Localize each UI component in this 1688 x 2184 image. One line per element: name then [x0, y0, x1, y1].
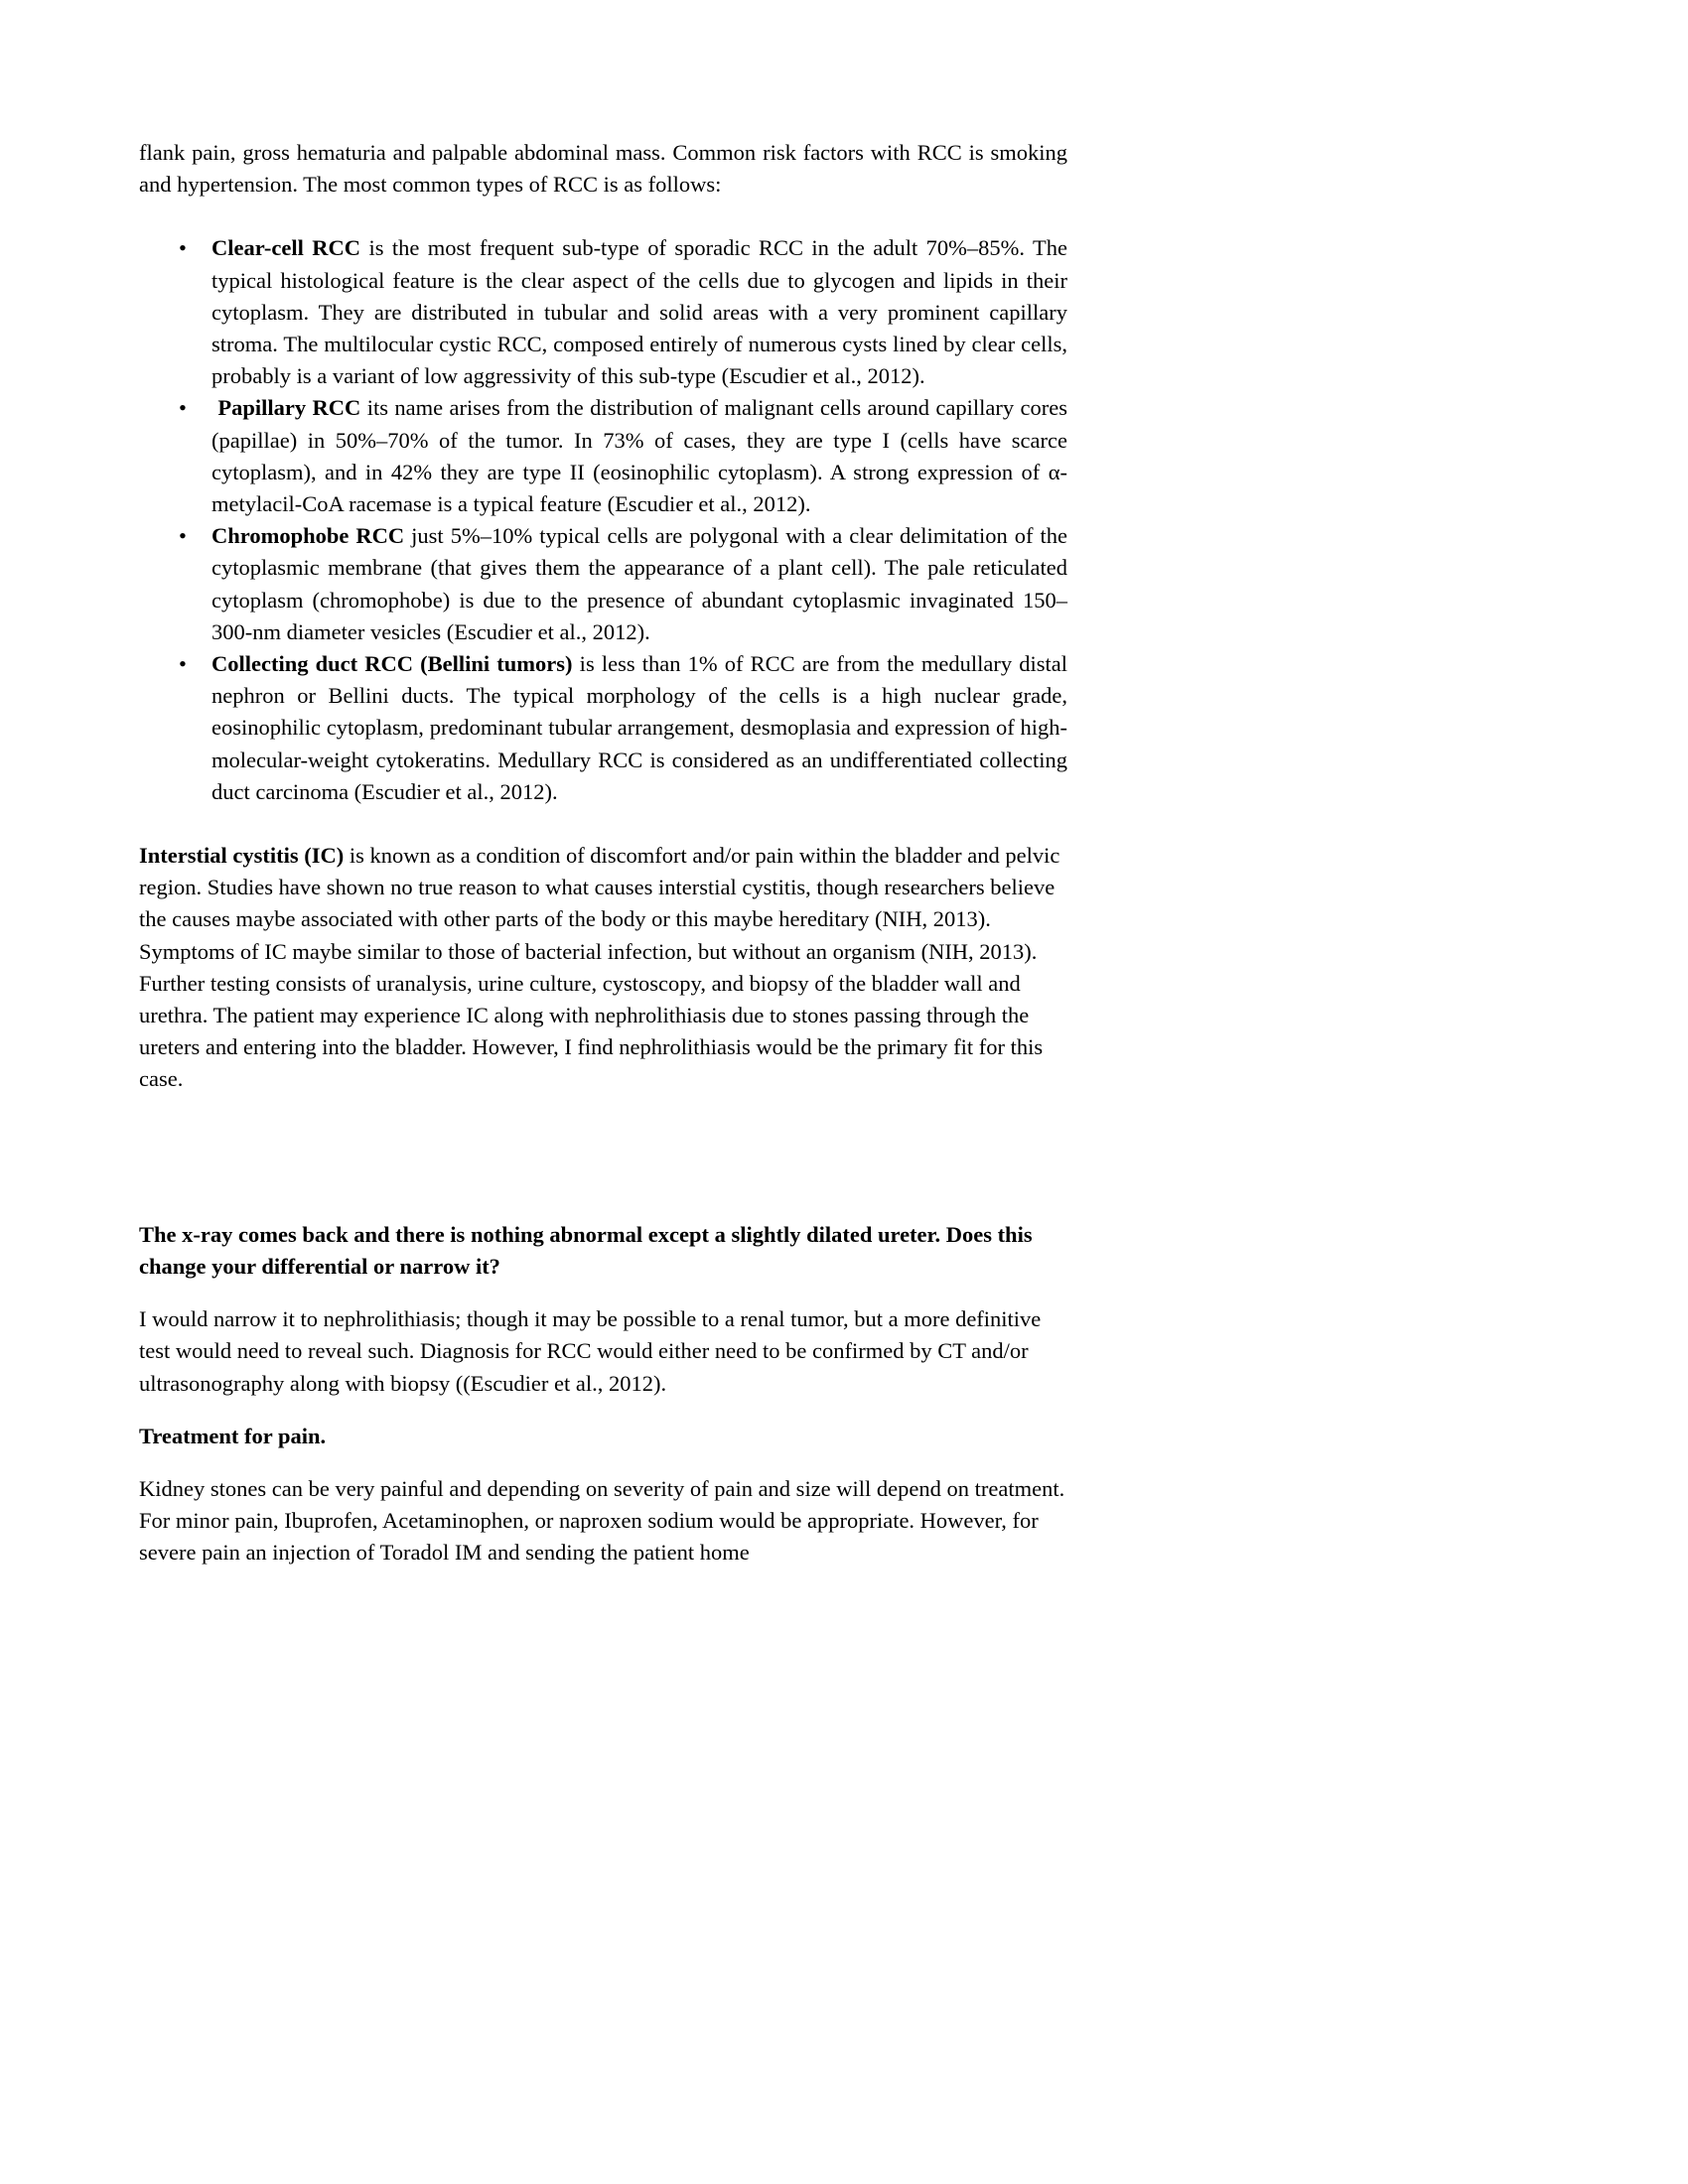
- spacer-before-question: [139, 1096, 1067, 1187]
- list-item-lead: Chromophobe RCC: [211, 523, 405, 549]
- list-item-lead: Papillary RCC: [211, 395, 361, 421]
- page-content: [139, 137, 1073, 1570]
- interstitial-cystitis-body: is known as a condition of discomfort and/or pain within the bladder and pelvic region. Studies have shown no true reason to what causes interstial cystitis, though researchers believe the causes maybe associated with other parts of the body or this maybe hereditary (NIH, 2013). Symptoms of IC maybe similar to those of bacterial infection, but without an organism (NIH, 2013). Further testing consists of uranalysis, urine culture, cystoscopy, and biopsy of the bladder wall and urethra. The patient may experience IC along with nephrolithiasis due to stones passing through the ureters and entering into the bladder. However, I find nephrolithiasis would be the primary fit for this case.: [139, 843, 1065, 1092]
- interstitial-cystitis-lead: Interstial cystitis (IC): [139, 843, 345, 869]
- xray-question-heading: The x-ray comes back and there is nothing abnormal except a slightly dilated ureter. Does this change your differential or narrow it?: [139, 1221, 1033, 1279]
- spacer-after-intro: [139, 201, 1067, 232]
- list-item-body: is the most frequent sub-type of sporadic RCC in the adult 70%–85%. The typical histological feature is the clear aspect of the cells due to glycogen and lipids in their cytoplasm. They are distributed in tubular and solid areas with a very prominent capillary stroma. The multilocular cystic RCC, composed entirely of numerous cysts lined by clear cells, probably is a variant of low aggressivity of this sub-type (Escudier et al., 2012).: [211, 235, 1073, 389]
- rcc-types-list: [139, 232, 1073, 808]
- list-item-lead: Clear-cell RCC: [211, 235, 361, 261]
- list-item-body: just 5%–10% typical cells are polygonal with a clear delimitation of the cytoplasmic membrane (that gives them the appearance of a plant cell). The pale reticulated cytoplasm (chromophobe) is due to the presence of abundant cytoplasmic invaginated 150–300-nm diameter vesicles (Escudier et al., 2012).: [211, 523, 1073, 644]
- spacer-after-answer: [139, 1400, 1067, 1421]
- list-item-lead: Collecting duct RCC (Bellini tumors): [211, 651, 573, 677]
- bullet-icon: •: [179, 651, 187, 677]
- treatment-paragraph: Kidney stones can be very painful and depending on severity of pain and size will depend on treatment. For minor pain, Ibuprofen, Acetaminophen, or naproxen sodium would be appropriate. However, for severe pain an injection of Toradol IM and sending the patient home: [139, 1475, 1065, 1566]
- list-item: [139, 232, 1073, 392]
- list-item-body: its name arises from the distribution of malignant cells around capillary cores (papillae) in 50%–70% of the tumor. In 73% of cases, they are type I (cells have scarce cytoplasm), and in 42% they are type II (eosinophilic cytoplasm). A strong expression of α-metylacil-CoA racemase is a typical feature (Escudier et al., 2012).: [211, 395, 1073, 517]
- bullet-icon: •: [179, 235, 187, 261]
- treatment-heading: Treatment for pain.: [139, 1423, 327, 1448]
- bullet-icon: •: [179, 395, 187, 421]
- list-item: [139, 392, 1073, 520]
- list-item-body: is less than 1% of RCC are from the medullary distal nephron or Bellini ducts. The typical morphology of the cells is a high nuclear grade, eosinophilic cytoplasm, predominant tubular arrangement, desmoplasia and expression of high-molecular-weight cytokeratins. Medullary RCC is considered as an undifferentiated collecting duct carcinoma (Escudier et al., 2012).: [211, 651, 1073, 804]
- list-item: [139, 520, 1073, 648]
- bullet-icon: •: [179, 523, 187, 549]
- interstitial-cystitis-paragraph: [139, 840, 1067, 1096]
- spacer-after-list: [139, 808, 1067, 840]
- spacer-before-question-2: [139, 1187, 1067, 1219]
- list-item: [139, 648, 1073, 808]
- spacer-after-question: [139, 1283, 1067, 1303]
- xray-answer-paragraph: I would narrow it to nephrolithiasis; though it may be possible to a renal tumor, but a more definitive test would need to reveal such. Diagnosis for RCC would either need to be confirmed by CT and/or ultrasonography along with biopsy ((Escudier et al., 2012).: [139, 1306, 1042, 1396]
- spacer-after-treatment-heading: [139, 1452, 1067, 1473]
- intro-paragraph: flank pain, gross hematuria and palpable abdominal mass. Common risk factors with RCC is smoking and hypertension. The most common types of RCC is as follows:: [139, 140, 1067, 198]
